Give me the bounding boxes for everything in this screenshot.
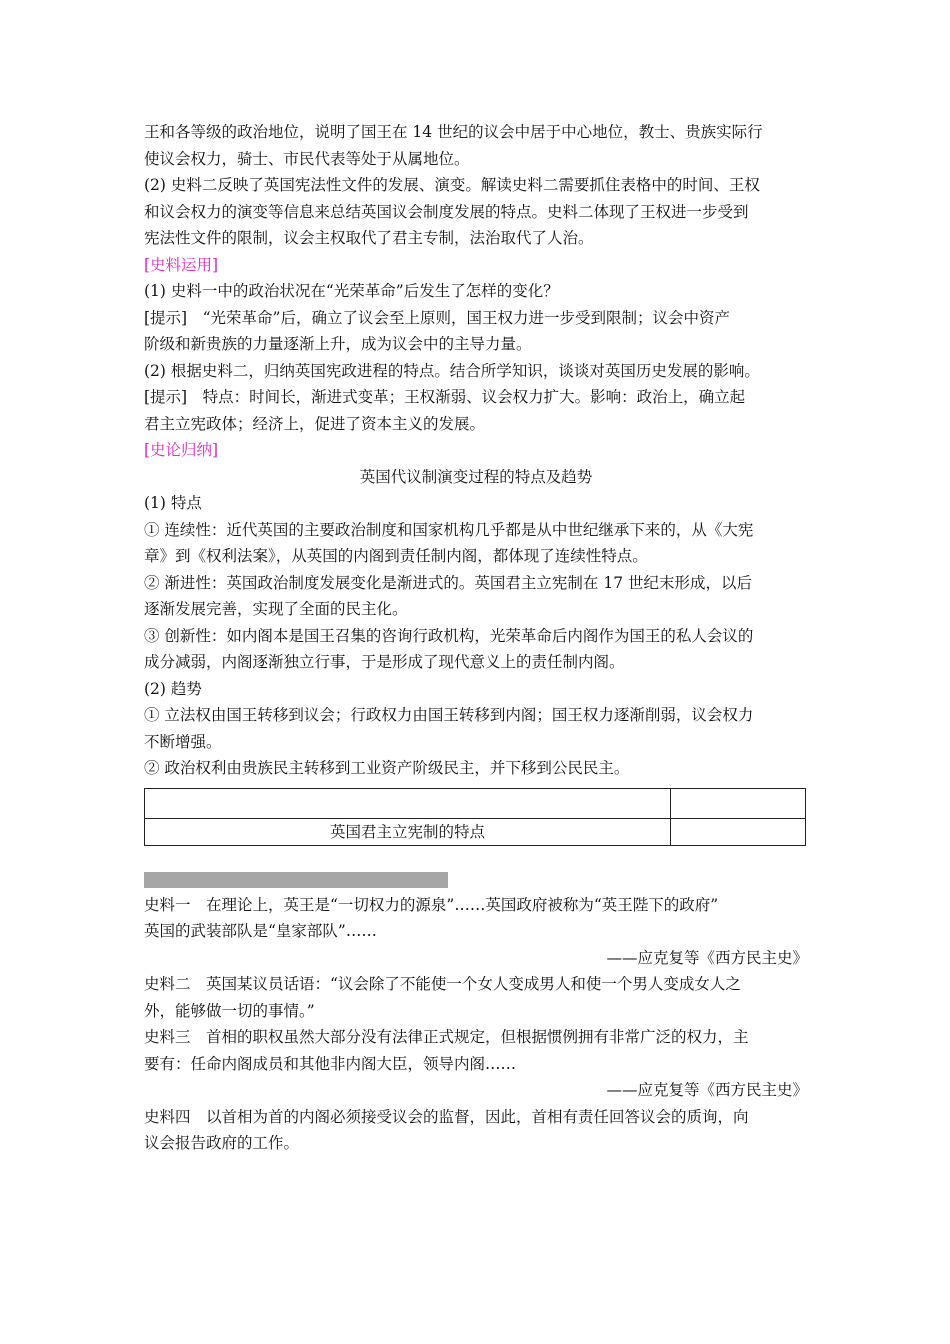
question-line: (1) 史料一中的政治状况在“光荣革命”后发生了怎样的变化？: [144, 282, 559, 300]
hint-line: 君主立宪政体；经济上，促进了资本主义的发展。: [144, 414, 486, 433]
document-body: [144, 119, 808, 1157]
summary-line: 章》到《权利法案》，从英国的内阁到责任制内阁，都体现了连续性特点。: [144, 547, 648, 565]
summary-line: ② 政治权利由贵族民主转移到工业资产阶级民主，并下移到公民民主。: [144, 759, 630, 777]
table-divider: [670, 789, 671, 845]
section-heading-usage: [史料运用]: [144, 255, 219, 274]
hint-line: [提示] 特点：时间长，渐进式变革；王权渐弱、议会权力扩大。影响：政治上，确立起: [144, 388, 746, 406]
summary-line: (2) 趋势: [144, 679, 202, 698]
source-line: 史料三 首相的职权虽然大部分没有法律正式规定，但根据惯例拥有非常广泛的权力，主: [144, 1028, 749, 1046]
summary-line: 逐渐发展完善，实现了全面的民主化。: [144, 600, 408, 618]
summary-line: ① 连续性：近代英国的主要政治制度和国家机构几乎都是从中世纪继承下来的，从《大宪: [144, 520, 754, 539]
summary-title: 英国代议制演变过程的特点及趋势: [359, 467, 593, 486]
source-line: 史料一 在理论上，英王是“一切权力的源泉”……英国政府被称为“英王陛下的政府”: [144, 895, 719, 914]
source-line: 要有：任命内阁成员和其他非内阁大臣，领导内阁……: [144, 1054, 517, 1073]
paragraph-line: 宪法性文件的限制，议会主权取代了君主专制，法治取代了人治。: [144, 229, 594, 247]
section-bar: [144, 872, 448, 888]
paragraph-line: 使议会权力，骑士、市民代表等处于从属地位。: [144, 149, 470, 168]
hint-line: [提示] “光荣革命”后，确立了议会至上原则，国王权力进一步受到限制；议会中资产: [144, 308, 730, 327]
section-heading-summary: [史论归纳]: [144, 441, 219, 459]
source-line: 史料二 英国某议员话语：“议会除了不能使一个女人变成男人和使一个男人变成女人之: [144, 975, 741, 993]
source-citation: ——应克复等《西方民主史》: [606, 948, 808, 967]
question-line: (2) 根据史料二，归纳英国宪政进程的特点。结合所学知识，谈谈对英国历史发展的影响。: [144, 361, 760, 380]
source-line: 外，能够做一切的事情。”: [144, 1001, 315, 1020]
paragraph-line: 和议会权力的演变等信息来总结英国议会制度发展的特点。史料二体现了王权进一步受到: [144, 202, 749, 221]
summary-line: ② 渐进性：英国政治制度发展变化是渐进式的。英国君主立宪制在 17 世纪末形成，以后: [144, 573, 753, 592]
summary-line: ③ 创新性：如内阁本是国王召集的咨询行政机构，光荣革命后内阁作为国王的私人会议的: [144, 626, 754, 645]
source-line: 史料四 以首相为首的内阁必须接受议会的监督，因此，首相有责任回答议会的质询，向: [144, 1107, 749, 1126]
header-table: [144, 788, 806, 846]
summary-line: (1) 特点: [144, 494, 202, 512]
source-citation: ——应克复等《西方民主史》: [606, 1081, 808, 1099]
source-line: 议会报告政府的工作。: [144, 1134, 300, 1152]
table-cell-title: 英国君主立宪制的特点: [329, 822, 485, 841]
summary-line: 不断增强。: [144, 732, 222, 751]
summary-line: 成分减弱，内阁逐渐独立行事，于是形成了现代意义上的责任制内阁。: [144, 653, 625, 671]
source-line: 英国的武装部队是“皇家部队”……: [144, 922, 377, 940]
paragraph-line: (2) 史料二反映了英国宪法性文件的发展、演变。解读史料二需要抓住表格中的时间、王权: [144, 176, 760, 194]
summary-line: ① 立法权由国王转移到议会；行政权力由国王转移到内阁；国王权力逐渐削弱，议会权力: [144, 706, 754, 724]
hint-line: 阶级和新贵族的力量逐渐上升，成为议会中的主导力量。: [144, 335, 532, 353]
paragraph-line: 王和各等级的政治地位，说明了国王在 14 世纪的议会中居于中心地位，教士、贵族实际行: [144, 123, 763, 141]
